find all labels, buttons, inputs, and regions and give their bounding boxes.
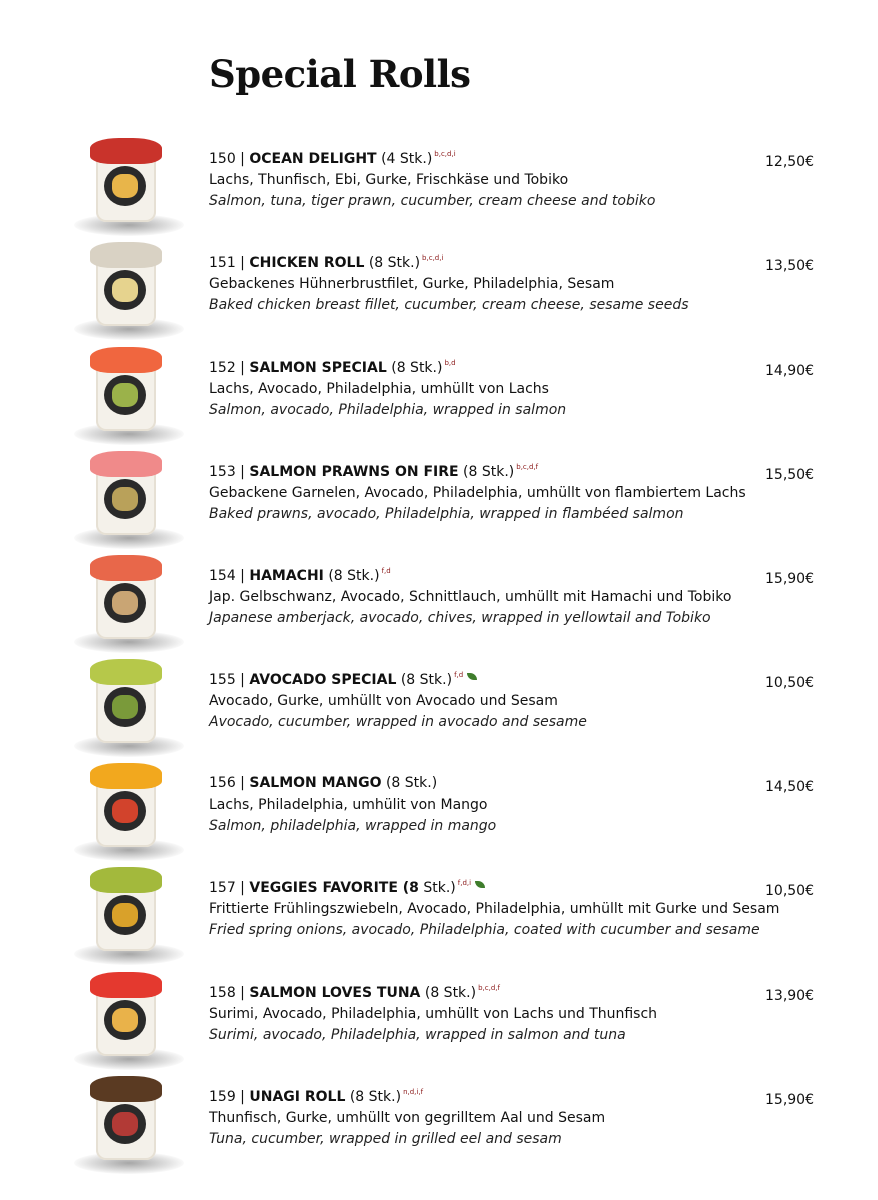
item-name: VEGGIES FAVORITE (8 [249, 880, 419, 896]
allergen-codes: f,d,i [457, 879, 472, 887]
item-number: 159 [209, 1089, 236, 1105]
item-price: 12,50€ [765, 154, 814, 170]
sushi-roll-image [70, 238, 190, 356]
sushi-roll-image [70, 447, 190, 565]
item-name: SALMON PRAWNS ON FIRE [249, 464, 459, 480]
item-description-de: Gebackene Garnelen, Avocado, Philadelphia, umhüllt von flambiertem Lachs [209, 485, 746, 501]
page-title: Special Rolls [209, 52, 471, 96]
item-heading: 155 | AVOCADO SPECIAL (8 Stk.) $^{f,d}$ [209, 671, 477, 688]
item-name: CHICKEN ROLL [249, 255, 365, 271]
allergen-codes: b,c,d,f [478, 984, 500, 992]
allergen-codes: f,d [381, 567, 391, 575]
item-description-de: Frittierte Frühlingszwiebeln, Avocado, Philadelphia, umhüllt mit Gurke und Sesam [209, 901, 780, 917]
item-quantity: (8 Stk.) [400, 672, 453, 688]
allergen-codes: b,c,d,i [434, 150, 456, 158]
sushi-roll-image [70, 655, 190, 773]
item-price: 14,50€ [765, 779, 814, 795]
item-quantity: (8 Stk.) [391, 360, 443, 376]
item-number: 150 [209, 151, 236, 167]
item-heading: 150 | OCEAN DELIGHT (4 Stk.) $^{b,c,d,i}$ [209, 150, 456, 167]
item-heading: 153 | SALMON PRAWNS ON FIRE (8 Stk.) $^{b,c,d,f}$ [209, 463, 539, 480]
item-heading: 159 | UNAGI ROLL (8 Stk.) $^{n,d,i,f}$ [209, 1088, 424, 1105]
item-name: SALMON MANGO [249, 775, 382, 791]
item-number: 154 [209, 568, 236, 584]
item-quantity: Stk.) [423, 880, 456, 896]
item-quantity: (4 Stk.) [381, 151, 433, 167]
item-description-de: Avocado, Gurke, umhüllt von Avocado und Sesam [209, 693, 558, 709]
sushi-roll-image [70, 343, 190, 461]
item-quantity: (8 Stk.) [349, 1089, 402, 1105]
item-number: 155 [209, 672, 236, 688]
item-name: HAMACHI [249, 568, 324, 584]
item-description-en: Surimi, avocado, Philadelphia, wrapped in salmon and tuna [209, 1027, 626, 1043]
item-number: 156 [209, 775, 236, 791]
menu-item [0, 1088, 878, 1192]
item-number: 152 [209, 360, 236, 376]
item-price: 10,50€ [765, 675, 814, 691]
item-number: 151 [209, 255, 236, 271]
sushi-roll-image [70, 759, 190, 877]
item-description-en: Salmon, tuna, tiger prawn, cucumber, cream cheese and tobiko [209, 193, 656, 209]
item-description-de: Gebackenes Hühnerbrustfilet, Gurke, Philadelphia, Sesam [209, 276, 615, 292]
item-heading: 151 | CHICKEN ROLL (8 Stk.) $^{b,c,d,i}$ [209, 254, 444, 271]
item-number: 158 [209, 985, 236, 1001]
vegetarian-leaf-icon [475, 881, 485, 888]
item-heading: 157 | VEGGIES FAVORITE (8 Stk.) $^{f,d,i}$ [209, 879, 485, 896]
item-heading: 154 | HAMACHI (8 Stk.) $^{f,d}$ [209, 567, 391, 584]
item-price: 14,90€ [765, 363, 814, 379]
item-description-en: Salmon, avocado, Philadelphia, wrapped in salmon [209, 402, 567, 418]
item-price: 15,50€ [765, 467, 814, 483]
item-heading: 152 | SALMON SPECIAL (8 Stk.) $^{b,d}$ [209, 359, 456, 376]
allergen-codes: b,c,d,i [422, 254, 444, 262]
item-description-de: Lachs, Thunfisch, Ebi, Gurke, Frischkäse und Tobiko [209, 172, 569, 188]
item-price: 15,90€ [765, 1092, 814, 1108]
item-description-en: Baked prawns, avocado, Philadelphia, wrapped in flambéed salmon [209, 506, 684, 522]
item-name: SALMON LOVES TUNA [249, 985, 421, 1001]
item-name: UNAGI ROLL [249, 1089, 346, 1105]
item-quantity: (8 Stk.) [385, 775, 438, 791]
sushi-roll-image [70, 863, 190, 981]
item-name: SALMON SPECIAL [249, 360, 387, 376]
item-description-de: Jap. Gelbschwanz, Avocado, Schnittlauch, umhüllt mit Hamachi und Tobiko [209, 589, 732, 605]
sushi-roll-image [70, 968, 190, 1086]
allergen-codes: n,d,i,f [403, 1088, 424, 1096]
item-description-en: Fried spring onions, avocado, Philadelphia, coated with cucumber and sesame [209, 922, 760, 938]
item-price: 15,90€ [765, 571, 814, 587]
item-description-en: Salmon, philadelphia, wrapped in mango [209, 818, 497, 834]
sushi-roll-image [70, 1072, 190, 1190]
item-heading: 156 | SALMON MANGO (8 Stk.) [209, 775, 438, 791]
item-description-en: Japanese amberjack, avocado, chives, wrapped in yellowtail and Tobiko [209, 610, 711, 626]
sushi-roll-image [70, 551, 190, 669]
allergen-codes: b,c,d,f [516, 463, 539, 471]
item-description-de: Surimi, Avocado, Philadelphia, umhüllt von Lachs und Thunfisch [209, 1006, 658, 1022]
item-quantity: (8 Stk.) [368, 255, 421, 271]
item-description-de: Thunfisch, Gurke, umhüllt von gegrilltem Aal und Sesam [209, 1110, 606, 1126]
item-description-en: Avocado, cucumber, wrapped in avocado and sesame [209, 714, 587, 730]
item-quantity: (8 Stk.) [328, 568, 380, 584]
item-quantity: (8 Stk.) [424, 985, 477, 1001]
item-number: 153 [209, 464, 236, 480]
item-name: AVOCADO SPECIAL [249, 672, 397, 688]
item-price: 10,50€ [765, 883, 814, 899]
item-description-en: Tuna, cucumber, wrapped in grilled eel and sesam [209, 1131, 562, 1147]
item-number: 157 [209, 880, 236, 896]
item-description-en: Baked chicken breast fillet, cucumber, cream cheese, sesame seeds [209, 297, 689, 313]
allergen-codes: b,d [444, 359, 456, 367]
vegetarian-leaf-icon [467, 673, 477, 680]
item-heading: 158 | SALMON LOVES TUNA (8 Stk.) $^{b,c,d,f}$ [209, 984, 500, 1001]
item-price: 13,90€ [765, 988, 814, 1004]
item-quantity: (8 Stk.) [463, 464, 515, 480]
sushi-roll-image [70, 134, 190, 252]
allergen-codes: f,d [454, 671, 464, 679]
item-description-de: Lachs, Philadelphia, umhülit von Mango [209, 797, 488, 813]
item-price: 13,50€ [765, 258, 814, 274]
item-name: OCEAN DELIGHT [249, 151, 377, 167]
item-description-de: Lachs, Avocado, Philadelphia, umhüllt von Lachs [209, 381, 549, 397]
